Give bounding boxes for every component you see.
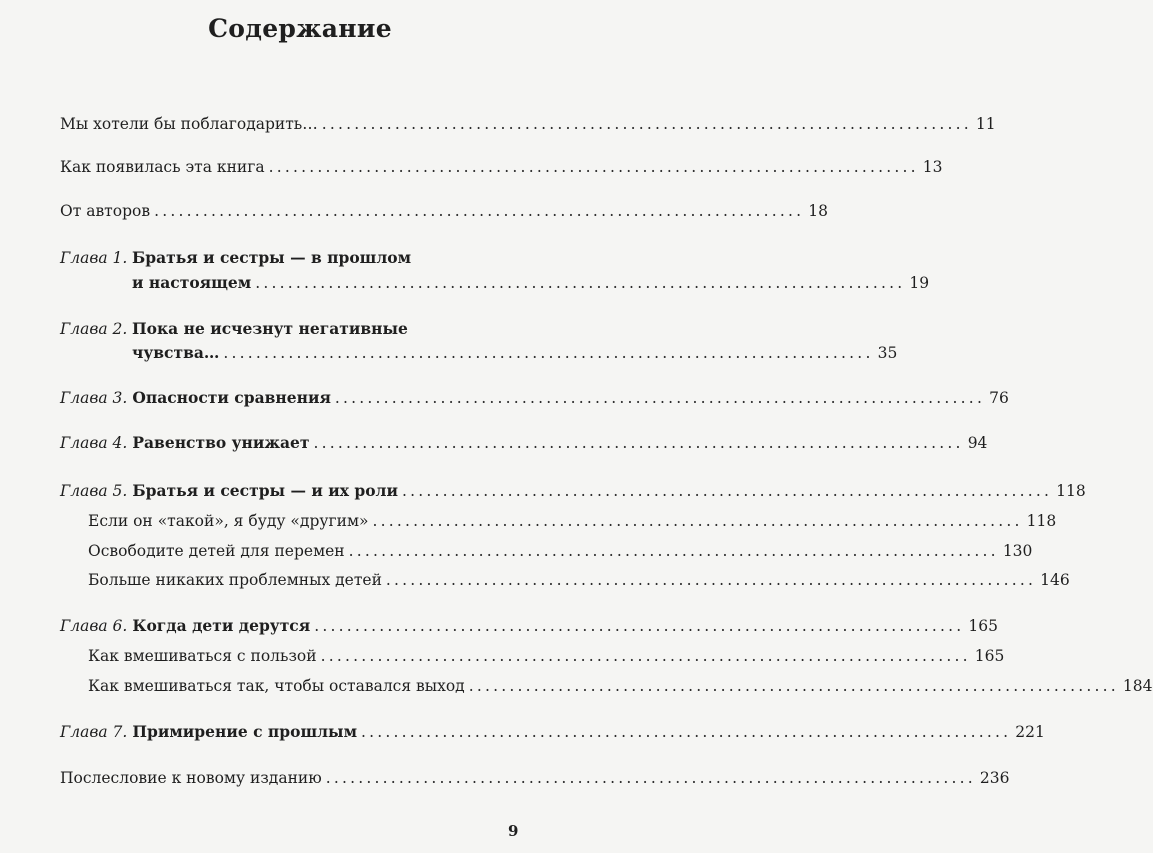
toc-entry-page: 221 bbox=[1015, 723, 1045, 741]
toc-entry-page: 184 bbox=[1122, 677, 1153, 695]
toc-subentry[interactable]: Как вмешиваться так, чтобы оставался выход ................................................................................ 184 bbox=[88, 677, 1153, 695]
toc-subentry[interactable]: Больше никаких проблемных детей ................................................................................ 146 bbox=[88, 571, 1070, 589]
toc-entry-page: 236 bbox=[979, 769, 1010, 787]
toc-subentry-label: Если он «такой», я буду «другим» bbox=[88, 512, 369, 530]
chapter-7-prefix: Глава 7. bbox=[60, 723, 128, 741]
toc-entry-page: 11 bbox=[975, 115, 996, 133]
toc-entry-how-book-appeared[interactable]: Как появилась эта книга ................................................................................ 13 bbox=[60, 158, 943, 176]
toc-entry-from-authors[interactable]: От авторов ................................................................................ 18 bbox=[60, 202, 828, 220]
chapter-6-title: Когда дети дерутся bbox=[132, 616, 311, 635]
chapter-7-title: Примирение с прошлым bbox=[132, 722, 358, 741]
toc-entry-chapter-1[interactable]: и настоящем ................................................................................ 19 bbox=[132, 273, 930, 292]
chapter-2-title-line1[interactable]: Пока не исчезнут негативные bbox=[132, 319, 408, 338]
chapter-1-title-line1[interactable]: Братья и сестры — в прошлом bbox=[132, 248, 412, 267]
toc-entry-chapter-5[interactable]: Глава 5. Братья и сестры — и их роли ................................................................................ 118 bbox=[60, 481, 1086, 500]
chapter-5-title: Братья и сестры — и их роли bbox=[132, 481, 398, 500]
toc-entry-page: 13 bbox=[922, 158, 943, 176]
toc-entry-page: 35 bbox=[877, 344, 898, 362]
chapter-1-prefix: Глава 1. bbox=[60, 249, 128, 267]
toc-entry-chapter-4[interactable]: Глава 4. Равенство унижает ................................................................................ 94 bbox=[60, 433, 988, 452]
chapter-3-title: Опасности сравнения bbox=[132, 388, 331, 407]
toc-subentry-label: Как вмешиваться с пользой bbox=[88, 647, 317, 665]
toc-entry-label: Послесловие к новому изданию bbox=[60, 769, 322, 787]
chapter-4-title: Равенство унижает bbox=[132, 433, 310, 452]
page-title: Содержание bbox=[208, 14, 392, 43]
toc-entry-page: 19 bbox=[909, 274, 930, 292]
toc-entry-page: 165 bbox=[974, 647, 1005, 665]
toc-subentry[interactable]: Если он «такой», я буду «другим» ................................................................................ 118 bbox=[88, 512, 1057, 530]
toc-entry-page: 94 bbox=[967, 434, 988, 452]
chapter-2-prefix: Глава 2. bbox=[60, 320, 128, 338]
toc-entry-page: 18 bbox=[808, 202, 828, 220]
toc-entry-chapter-2[interactable]: чувства… ................................................................................ 35 bbox=[132, 343, 898, 362]
toc-subentry[interactable]: Освободите детей для перемен ................................................................................ 130 bbox=[88, 542, 1033, 560]
toc-entry-page: 130 bbox=[1002, 542, 1033, 560]
toc-subentry[interactable]: Как вмешиваться с пользой ................................................................................ 165 bbox=[88, 647, 1005, 665]
toc-entry-page: 165 bbox=[968, 617, 998, 635]
toc-entry-label: Как появилась эта книга bbox=[60, 158, 265, 176]
chapter-2-title-line2: чувства… bbox=[132, 343, 220, 362]
toc-subentry-label: Больше никаких проблемных детей bbox=[88, 571, 382, 589]
toc-entry-page: 76 bbox=[989, 389, 1009, 407]
toc-entry-chapter-3[interactable]: Глава 3. Опасности сравнения ................................................................................ 76 bbox=[60, 388, 1009, 407]
toc-entry-chapter-6[interactable]: Глава 6. Когда дети дерутся ................................................................................ 165 bbox=[60, 616, 998, 635]
toc-entry-chapter-7[interactable]: Глава 7. Примирение с прошлым ................................................................................ 221 bbox=[60, 722, 1045, 741]
toc-entry-label: Мы хотели бы поблагодарить… bbox=[60, 115, 318, 133]
chapter-5-prefix: Глава 5. bbox=[60, 482, 128, 500]
chapter-6-prefix: Глава 6. bbox=[60, 617, 128, 635]
chapter-4-prefix: Глава 4. bbox=[60, 434, 128, 452]
toc-entry-label: От авторов bbox=[60, 202, 151, 220]
toc-entry-page: 118 bbox=[1056, 482, 1086, 500]
toc-subentry-label: Освободите детей для перемен bbox=[88, 542, 345, 560]
toc-subentry-label: Как вмешиваться так, чтобы оставался выход bbox=[88, 677, 465, 695]
toc-entry-page: 118 bbox=[1026, 512, 1057, 530]
toc-entry-page: 146 bbox=[1040, 571, 1070, 589]
toc-entry-acknowledgements[interactable]: Мы хотели бы поблагодарить… ................................................................................ 11 bbox=[60, 115, 996, 133]
chapter-3-prefix: Глава 3. bbox=[60, 389, 128, 407]
chapter-1-title-line2: и настоящем bbox=[132, 273, 252, 292]
page-number: 9 bbox=[508, 822, 519, 840]
toc-entry-afterword[interactable]: Послесловие к новому изданию ................................................................................ 236 bbox=[60, 769, 1010, 787]
